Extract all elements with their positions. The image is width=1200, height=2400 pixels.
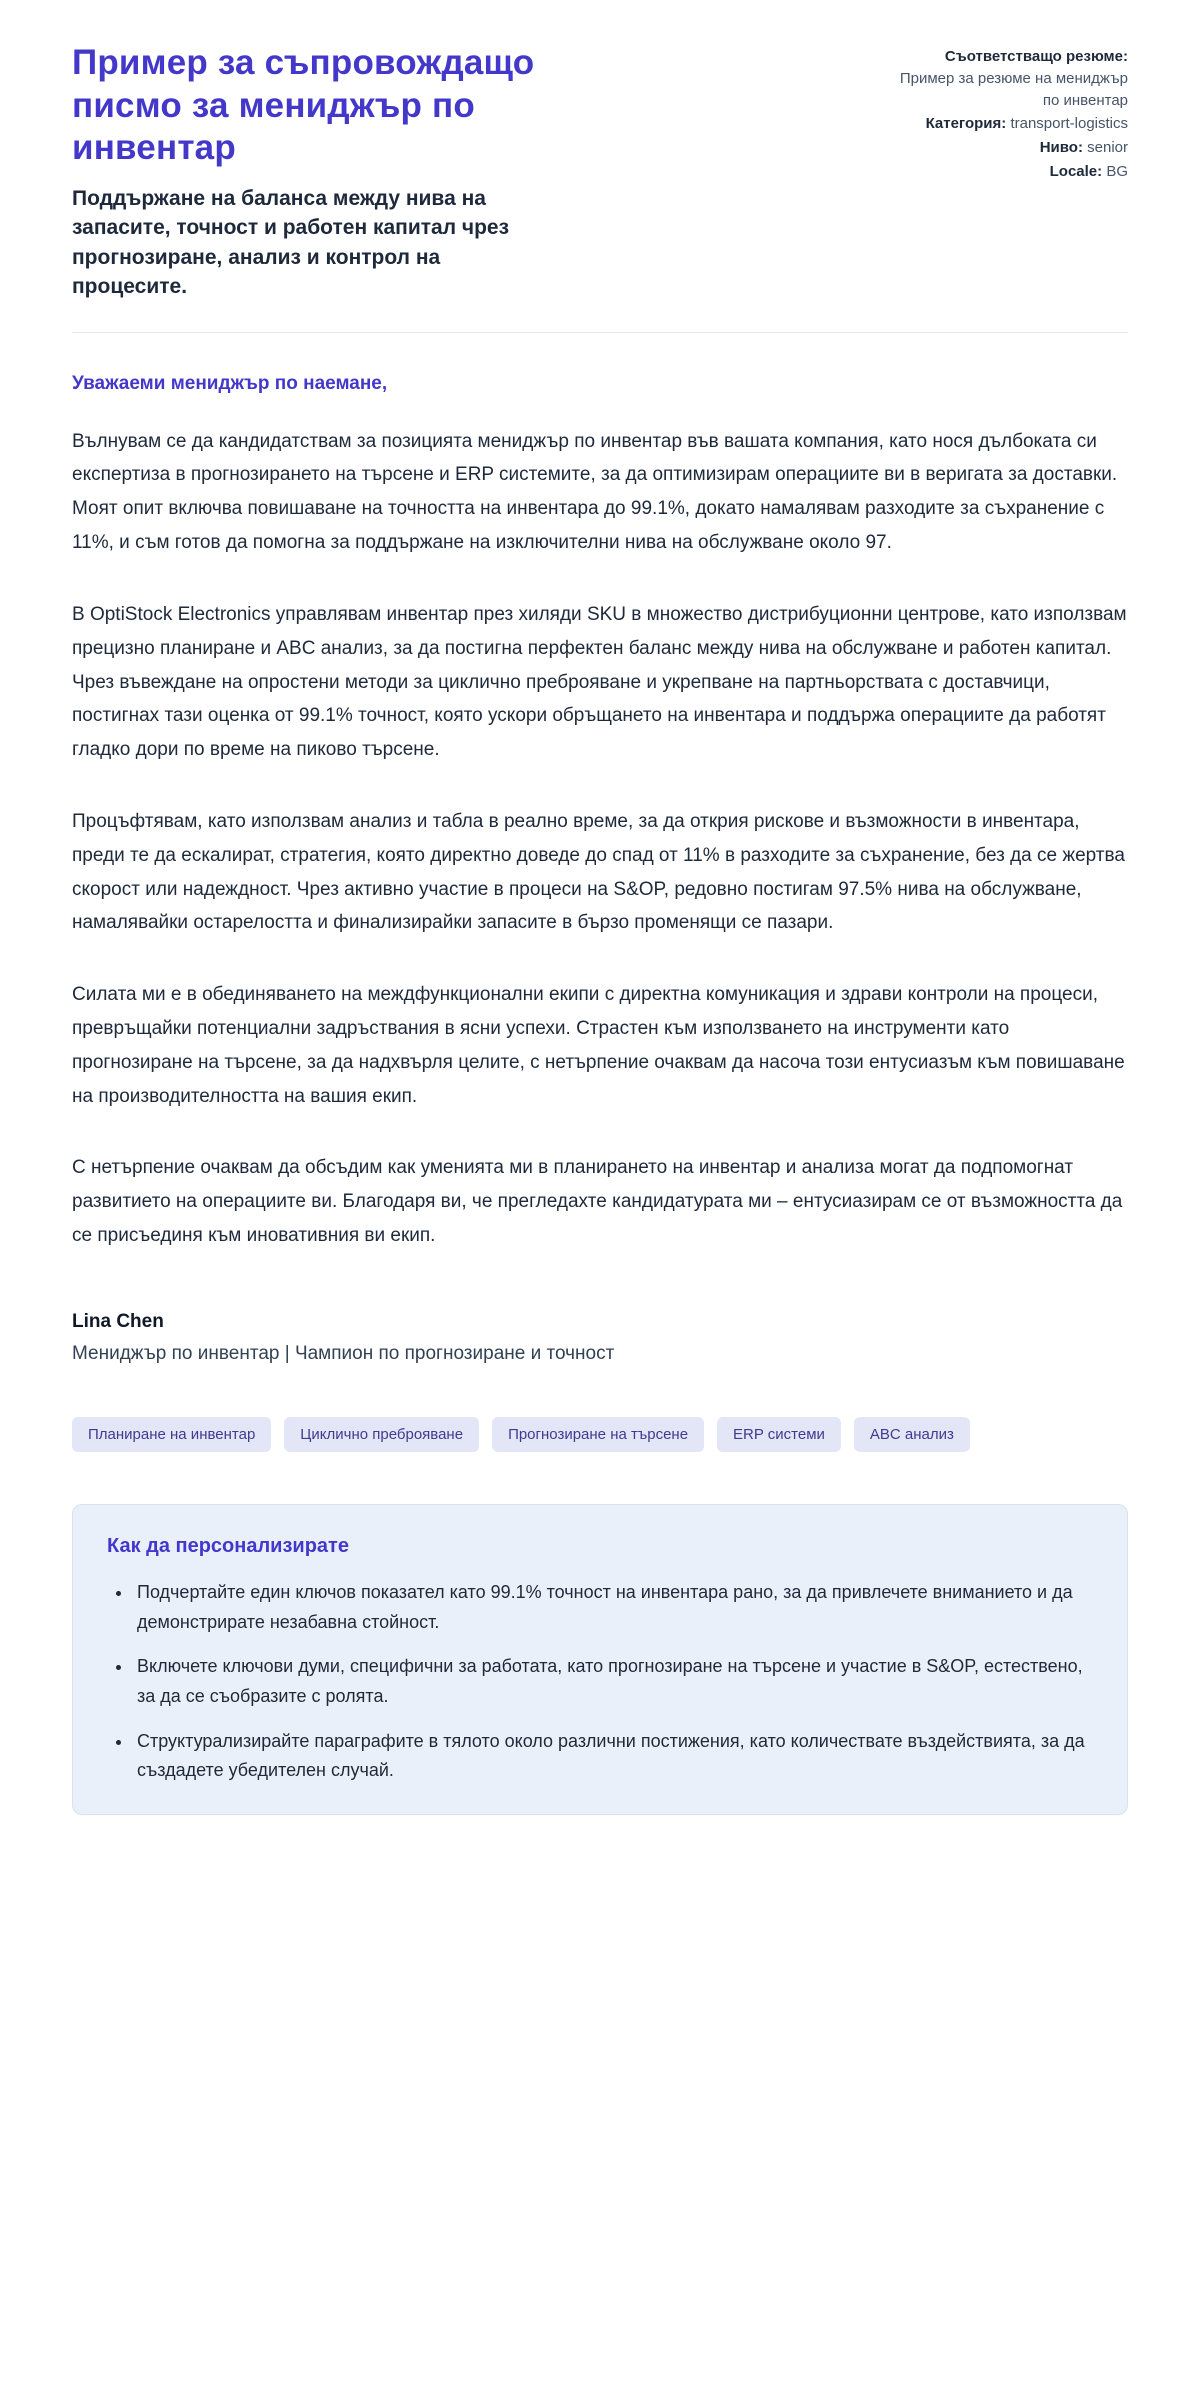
- meta-locale-label: Locale:: [1049, 162, 1103, 180]
- signature-block: [72, 1311, 1128, 1365]
- meta-resume: [898, 46, 1128, 111]
- meta-level: [898, 137, 1128, 159]
- tags-list: [72, 1417, 1128, 1452]
- tip-item: • Включете ключови думи, специфични за работата, като прогнозиране на търсене и участие в S&OP, естествено, за да се съобразите с ролята.: [133, 1652, 1093, 1711]
- tag-chip: ABC анализ: [854, 1417, 970, 1452]
- page-title: Пример за съпровождащо писмо за мениджър по инвентар: [72, 43, 535, 168]
- tag-chip: Планиране на инвентар: [72, 1417, 271, 1452]
- page-subtitle: Поддържане на баланса между нива на запасите, точност и работен капитал чрез прогнозиране, анализ и контрол на процесите.: [72, 187, 510, 299]
- tip-item: • Структурализирайте параграфите в тялото около различни постижения, като количествате въздействията, за да създадете убедителен случай.: [133, 1727, 1093, 1786]
- letter-paragraph: Процъфтявам, като използвам анализ и табла в реално време, за да открия рискове и възможности в инвентара, преди те да ескалират, стратегия, която директно доведе до спад от 11% в разходите за съхранение, без да се жертва скорост или надеждност. Чрез активно участие в процеси на S&OP, редовно постигам 97.5% нива на обслужване, намалявайки остарелостта и финализирайки запасите в бързо променящи се пазари.: [72, 810, 1125, 934]
- meta-resume-label: Съответстващо резюме:: [944, 48, 1128, 65]
- meta-locale-value: BG: [1106, 162, 1128, 180]
- tag-chip: ERP системи: [717, 1417, 841, 1452]
- meta-category-value: transport-logistics: [1010, 115, 1128, 133]
- tips-title: Как да персонализирате: [107, 1534, 349, 1557]
- letter-body: [72, 373, 1128, 1365]
- tag-chip: Прогнозиране на търсене: [492, 1417, 704, 1452]
- tips-box: [72, 1504, 1128, 1815]
- letter-paragraph: Силата ми е в обединяването на междфункционални екипи с директна комуникация и здрави контроли на процеси, превръщайки потенциални задръствания в ясни успехи. Страстен към използването на инструменти като прогнозиране на търсене, за да надхвърля целите, с нетърпение очаквам да насоча този ентусиазъм към повишаване на производителността на вашия екип.: [72, 984, 1125, 1107]
- header: [72, 42, 1128, 302]
- meta-category-label: Категория:: [925, 115, 1007, 133]
- meta-resume-value: Пример за резюме на мениджър по инвентар: [899, 69, 1128, 109]
- tip-item: • Подчертайте един ключов показател като 99.1% точност на инвентара рано, за да привлечете вниманието и да демонстрирате незабавна стойност.: [133, 1578, 1093, 1637]
- meta-category: [898, 113, 1128, 135]
- signature-title: Мениджър по инвентар | Чампион по прогнозиране и точност: [72, 1342, 615, 1364]
- signature-name: Lina Chen: [72, 1310, 164, 1332]
- meta-locale: [898, 161, 1128, 183]
- tips-list: [107, 1578, 1093, 1786]
- letter-paragraph: Вълнувам се да кандидатствам за позицията мениджър по инвентар във вашата компания, като нося дълбоката си експертиза в прогнозирането на търсене и ERP системите, за да оптимизирам операциите ви в веригата за доставки. Моят опит включва повишаване на точността на инвентара до 99.1%, докато намалявам разходите за съхранение с 11%, и съм готов да помогна за поддържане на изключителни нива на обслужване около 97.: [72, 430, 1118, 554]
- salutation: Уважаеми мениджър по наемане,: [72, 372, 388, 394]
- meta-panel: [898, 42, 1128, 185]
- meta-level-label: Ниво:: [1039, 139, 1083, 156]
- tag-chip: Циклично преброяване: [284, 1417, 479, 1452]
- meta-level-value: senior: [1087, 139, 1128, 156]
- letter-paragraph: В OptiStock Electronics управлявам инвентар през хиляди SKU в множество дистрибуционни центрове, като използвам прецизно планиране и ABC анализ, за да постигна перфектен баланс между нива на обслужване и работен капитал. Чрез въвеждане на опростени методи за циклично преброяване и укрепване на партньорствата с доставчици, постигнах тази оценка от 99.1% точност, която ускори обръщането на инвентара и поддържа операциите да работят гладко дори по време на пиково търсене.: [72, 603, 1127, 761]
- letter-paragraph: С нетърпение очаквам да обсъдим как уменията ми в планирането на инвентар и анализа могат да подпомогнат развитието на операциите ви. Благодаря ви, че прегледахте кандидатурата ми – ентусиазирам се от възможността да се присъединя към иновативния ви екип.: [72, 1157, 1123, 1247]
- header-left: [72, 42, 592, 302]
- header-divider: [72, 332, 1128, 333]
